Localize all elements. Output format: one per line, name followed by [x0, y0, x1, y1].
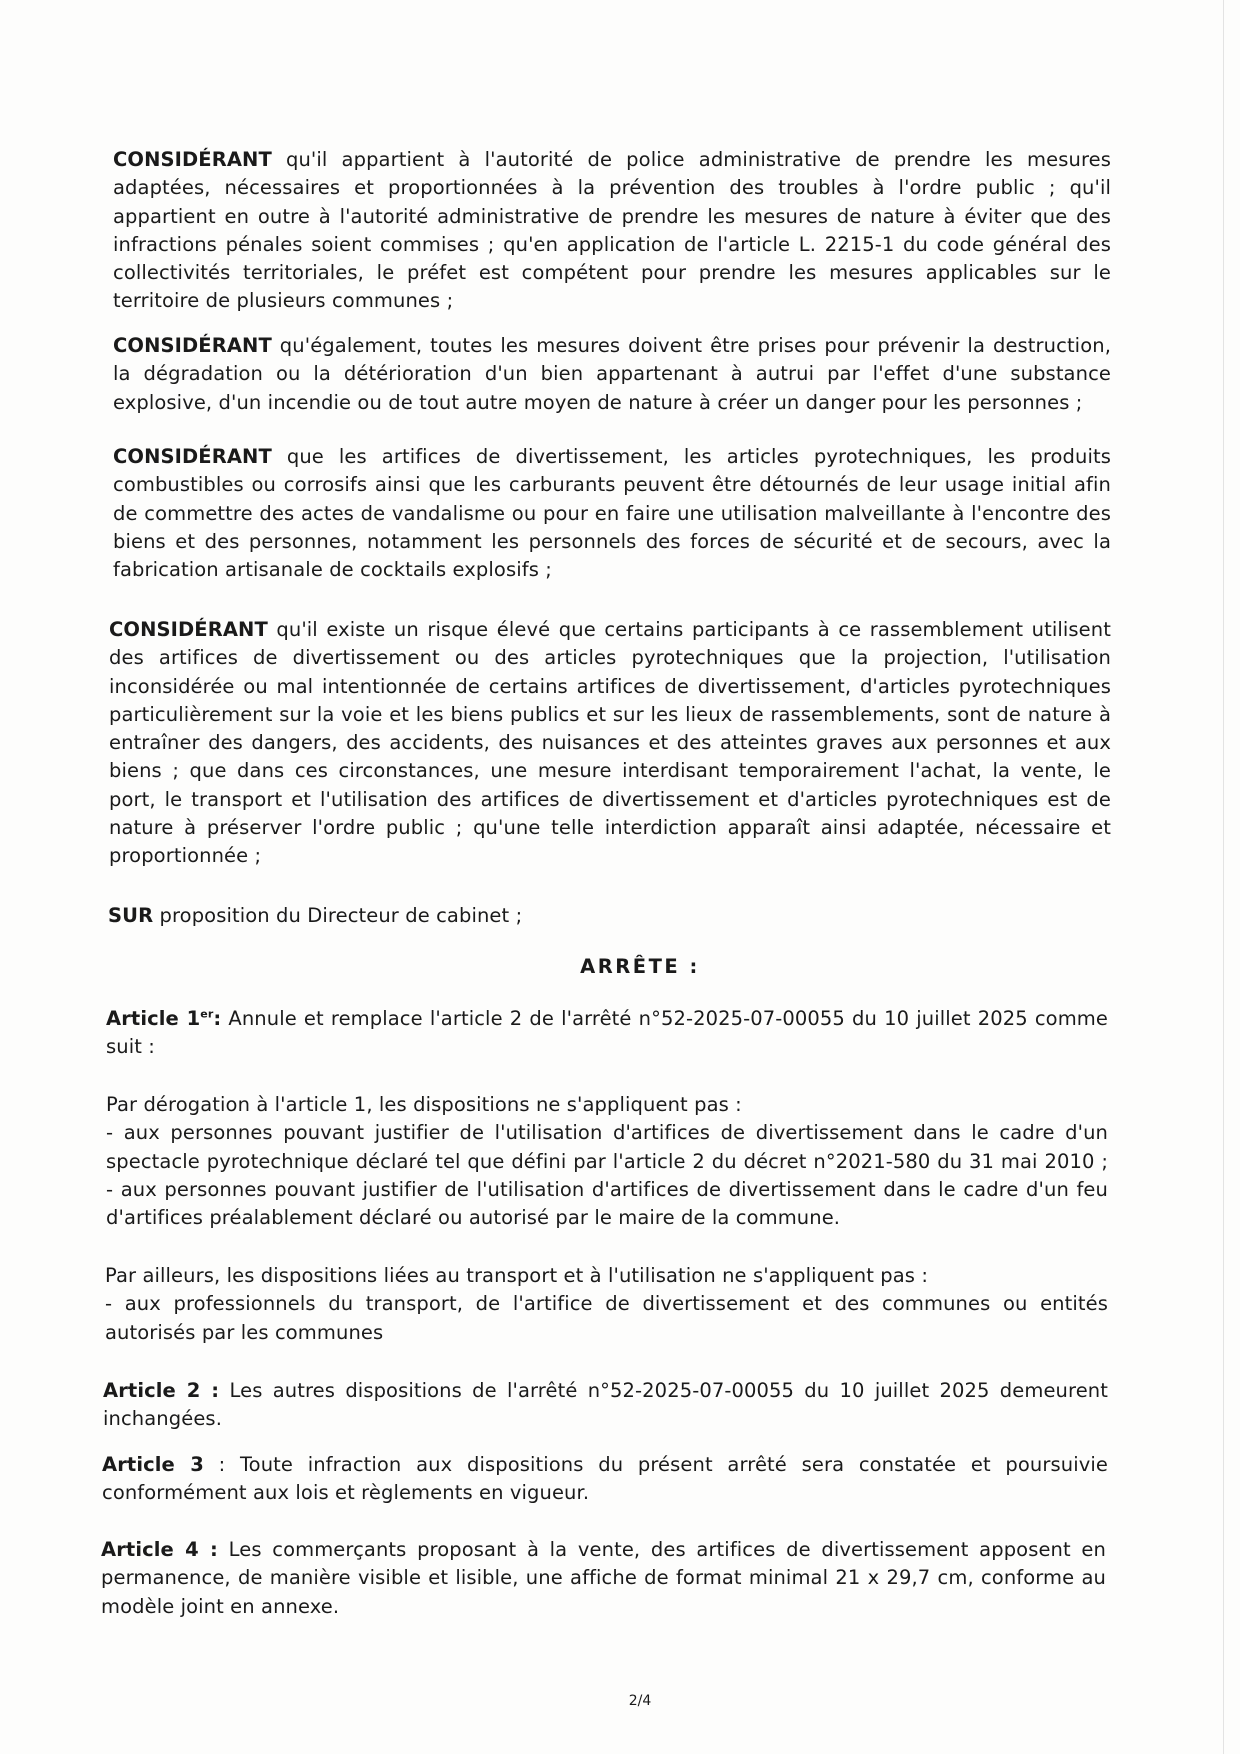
article-3 — [102, 1451, 1108, 1508]
page-number: 2/4 — [628, 1693, 652, 1709]
paragraph-text: Annule et remplace l'article 2 de l'arrêté n°52-2025-07-00055 du 10 juillet 2025 comme — [221, 1007, 1108, 1030]
paragraph-text: suit : — [106, 1035, 155, 1059]
list-item: autorisés par les communes — [105, 1320, 384, 1344]
paragraph-text: collectivités territoriales, le préfet est compétent pour prendre les mesures applicables sur le — [113, 261, 1111, 285]
paragraph-text: la dégradation ou la détérioration d'un bien appartenant à autrui par l'effet d'une substance — [113, 362, 1111, 386]
paragraph-text: entraîner des dangers, des accidents, des nuisances et des atteintes graves aux personnes et aux — [109, 731, 1111, 755]
paragraph-text: qu'il existe un risque élevé que certains participants à ce rassemblement utilisent — [267, 618, 1111, 641]
paragraph-text: Par dérogation à l'article 1, les dispositions ne s'appliquent pas : — [106, 1093, 742, 1116]
paragraph-text: : Toute infraction aux dispositions du présent arrêté sera constatée et poursuivie — [203, 1453, 1108, 1476]
paragraph-text: port, le transport et l'utilisation des artifices de divertissement et d'articles pyrotechniques est de — [109, 787, 1111, 811]
article-superscript: er — [200, 1007, 214, 1021]
list-item: - aux professionnels du transport, de l'artifice de divertissement et des communes ou entités — [105, 1292, 1108, 1316]
sur-proposition — [108, 902, 1108, 930]
considerant-3 — [113, 443, 1111, 584]
considerant-1 — [113, 146, 1111, 316]
paragraph-text: Les autres dispositions de l'arrêté n°52-2025-07-00055 du 10 juillet 2025 demeurent — [219, 1379, 1108, 1402]
paragraph-text: inconsidérée ou mal intentionnée de certains artifices de divertissement, d'articles pyrotechniques — [109, 674, 1111, 698]
paragraph-text: fabrication artisanale de cocktails explosifs ; — [113, 558, 552, 582]
list-item: d'artifices préalablement déclaré ou autorisé par le maire de la commune. — [106, 1206, 841, 1230]
considerant-4 — [109, 616, 1111, 871]
considerant-keyword: CONSIDÉRANT — [113, 148, 272, 171]
ailleurs-paragraph — [105, 1262, 1108, 1347]
paragraph-text: conformément aux lois et règlements en vigueur. — [102, 1481, 590, 1505]
paragraph-text: Par ailleurs, les dispositions liées au transport et à l'utilisation ne s'appliquent pas : — [105, 1264, 928, 1287]
paragraph-text: adaptées, nécessaires et proportionnées à la prévention des troubles à l'ordre public ; qu'il — [113, 176, 1111, 200]
considerant-keyword: CONSIDÉRANT — [113, 334, 272, 357]
paragraph-text: inchangées. — [103, 1407, 222, 1431]
considerant-keyword: CONSIDÉRANT — [113, 445, 272, 468]
paragraph-text: territoire de plusieurs communes ; — [113, 289, 454, 313]
article-keyword: Article 2 : — [103, 1379, 220, 1402]
derogation-paragraph — [106, 1091, 1108, 1232]
list-item: spectacle pyrotechnique déclaré tel que défini par l'article 2 du décret n°2021-580 du 31 mai 2010 ; — [106, 1149, 1108, 1173]
article-colon: : — [213, 1007, 222, 1030]
paragraph-text: proportionnée ; — [109, 844, 262, 868]
paragraph-text: de commettre des actes de vandalisme ou pour en faire une utilisation malveillante à l'encontre des — [113, 501, 1111, 525]
list-item: - aux personnes pouvant justifier de l'utilisation d'artifices de divertissement dans le cadre d'un — [106, 1121, 1108, 1145]
considerant-2 — [113, 332, 1111, 417]
paragraph-text: biens ; que dans ces circonstances, une mesure interdisant temporairement l'achat, la vente, le — [109, 759, 1111, 783]
paragraph-text: combustibles ou corrosifs ainsi que les carburants peuvent être détournés de leur usage initial afin — [113, 473, 1111, 497]
article-keyword: Article 3 — [102, 1453, 204, 1476]
arrete-heading: ARRÊTE : — [580, 955, 700, 978]
paragraph-text: des artifices de divertissement ou des articles pyrotechniques que la projection, l'utilisation — [109, 646, 1111, 670]
scan-edge-line — [1223, 0, 1224, 1754]
paragraph-text: qu'également, toutes les mesures doivent être prises pour prévenir la destruction, — [271, 334, 1111, 357]
article-4 — [101, 1536, 1106, 1621]
paragraph-text: particulièrement sur la voie et les biens publics et sur les lieux de rassemblements, sont de nature à — [109, 702, 1111, 726]
article-keyword: Article 1 — [106, 1007, 201, 1030]
article-2 — [103, 1377, 1108, 1434]
article-1 — [106, 1005, 1108, 1062]
paragraph-text: qu'il appartient à l'autorité de police administrative de prendre les mesures — [271, 148, 1111, 171]
paragraph-text: Les commerçants proposant à la vente, des artifices de divertissement apposent en — [217, 1538, 1106, 1561]
paragraph-text: nature à préserver l'ordre public ; qu'une telle interdiction apparaît ainsi adaptée, nécessaire et — [109, 816, 1111, 840]
paragraph-text: modèle joint en annexe. — [101, 1594, 340, 1618]
paragraph-text: appartient en outre à l'autorité administrative de prendre les mesures de nature à éviter que des — [113, 204, 1111, 228]
paragraph-text: que les artifices de divertissement, les articles pyrotechniques, les produits — [271, 445, 1111, 468]
paragraph-text: permanence, de manière visible et lisible, une affiche de format minimal 21 x 29,7 cm, conforme au — [101, 1566, 1106, 1590]
list-item: - aux personnes pouvant justifier de l'utilisation d'artifices de divertissement dans le cadre d'un feu — [106, 1177, 1108, 1201]
paragraph-text: proposition du Directeur de cabinet ; — [153, 904, 523, 927]
paragraph-text: infractions pénales soient commises ; qu'en application de l'article L. 2215-1 du code général des — [113, 232, 1111, 256]
paragraph-text: explosive, d'un incendie ou de tout autre moyen de nature à créer un danger pour les personnes ; — [113, 390, 1083, 414]
article-keyword: Article 4 : — [101, 1538, 218, 1561]
paragraph-text: biens et des personnes, notamment les personnels des forces de sécurité et de secours, avec la — [113, 529, 1111, 553]
sur-keyword: SUR — [108, 904, 154, 927]
considerant-keyword: CONSIDÉRANT — [109, 618, 268, 641]
